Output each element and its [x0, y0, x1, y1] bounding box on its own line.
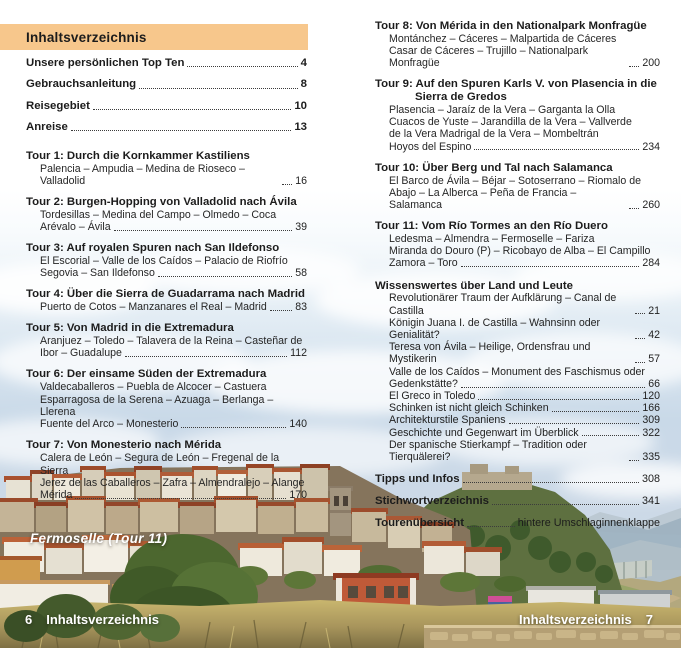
route-line: [26, 267, 307, 279]
route-text: Palencia – Ampudia – Medina de Rioseco – Valladolid: [40, 162, 245, 187]
dot-leader: [282, 184, 292, 185]
page-number: 341: [641, 494, 660, 507]
toc-entry-tour-1: [26, 150, 307, 188]
route-text: Zamora – Toro: [389, 257, 458, 270]
tour-title: Tour 10: Über Berg und Tal nach Salamanca: [375, 161, 613, 174]
entry-label: Reisegebiet: [26, 99, 90, 112]
footer-left: [25, 612, 159, 627]
entry-label: Königin Juana I. de Castilla – Wahnsinn oder Genialität?: [389, 316, 601, 342]
dot-leader: [492, 504, 639, 505]
toc-entry-top-ten: [26, 57, 307, 70]
dot-leader: [474, 149, 639, 150]
dot-leader: [635, 362, 645, 363]
footer-right: [519, 612, 653, 627]
route-line: [26, 301, 307, 313]
page-number: 120: [642, 390, 660, 403]
toc-entry-tour-4: [26, 288, 307, 313]
route-line: [26, 221, 307, 233]
tour-title: Tour 7: Von Monesterio nach Mérida: [26, 439, 222, 452]
page-number: 8: [300, 78, 307, 91]
entry-label: Schinken ist nicht gleich Schinken: [389, 402, 549, 415]
tour-title: Tour 1: Durch die Kornkammer Kastiliens: [26, 149, 250, 162]
dot-leader: [478, 399, 639, 400]
entry-label: Architekturstile Spaniens: [389, 414, 506, 427]
section-heading-wissenswertes: Wissenswertes über Land und Leute: [375, 279, 574, 292]
dot-leader: [461, 387, 645, 388]
toc-entry-knowledge: [375, 402, 660, 414]
tour-title: Tour 11: Vom Río Tormes an den Río Duero: [375, 220, 608, 233]
route-text: Casar de Cáceres – Trujillo – Nationalpark Monfragüe: [389, 45, 589, 70]
dot-leader: [181, 427, 286, 428]
toc-entry-knowledge: [375, 341, 660, 365]
toc-entry-knowledge: [375, 378, 660, 390]
entry-label: Gebrauchsanleitung: [26, 78, 137, 91]
toc-entry-tour-6: [26, 368, 307, 430]
route-text: Puerto de Cotos – Manzanares el Real – Madrid: [40, 301, 267, 314]
toc-entry-knowledge: [375, 317, 660, 341]
dot-leader: [461, 266, 640, 267]
route-line: Aranjuez – Toledo – Talavera de la Reina – Casteñar de: [40, 334, 303, 347]
tour-title: Tour 3: Auf royalen Spuren nach San Ildefonso: [26, 242, 280, 255]
page-number: 166: [642, 402, 660, 415]
entry-label: Tourenübersicht: [375, 516, 465, 529]
footer-label: Inhaltsverzeichnis: [46, 612, 159, 627]
page-number: 66: [648, 377, 660, 390]
route-text: Segovia – San Ildefonso: [40, 267, 155, 280]
entry-label: Anreise: [26, 121, 68, 134]
page-number: 21: [648, 304, 660, 317]
route-line: Valdecaballeros – Puebla de Alcocer – Castuera: [40, 381, 267, 394]
entry-label: El Greco in Toledo: [389, 390, 476, 403]
dot-leader: [467, 526, 515, 527]
page-number: 335: [642, 451, 660, 464]
route-line: [375, 257, 660, 269]
route-line: Plasencia – Jaraíz de la Vera – Garganta la Olla: [389, 104, 616, 116]
toc-entry-tour-10: [375, 162, 660, 211]
dot-leader: [75, 498, 286, 499]
toc-entry-tourenuebersicht: [375, 517, 660, 530]
page-number: 39: [295, 221, 307, 234]
toc-entry-knowledge: [375, 390, 660, 402]
toc-entry-tour-11: [375, 220, 660, 269]
toc-left-column: [26, 57, 307, 502]
entry-label: Der spanische Stierkampf – Tradition oder Tierquälerei?: [389, 438, 587, 464]
route-line: Miranda do Douro (P) – Ricobayo de Alba – El Campillo: [389, 245, 651, 258]
route-line: El Escorial – Valle de los Caídos – Palacio de Riofrío: [40, 254, 288, 267]
dot-leader: [114, 230, 293, 231]
route-line: Montánchez – Cáceres – Malpartida de Cáceres: [389, 32, 617, 45]
route-text: Arévalo – Ávila: [40, 221, 111, 234]
dot-leader: [629, 460, 639, 461]
toc-entry-tour-5: [26, 322, 307, 360]
dot-leader: [463, 482, 639, 483]
page-number: 260: [642, 199, 660, 212]
route-line: de la Vera Madrigal de la Vera – Mombeltrán: [389, 128, 599, 141]
dot-leader: [629, 208, 639, 209]
toc-entry-knowledge: [375, 292, 660, 316]
route-line: El Barco de Ávila – Béjar – Sotoserrano – Riomalo de: [389, 174, 642, 187]
dot-leader: [93, 109, 291, 110]
page-number: 140: [289, 418, 307, 431]
footer-page-number: 6: [25, 612, 33, 627]
toc-entry-knowledge-wrap-line: Valle de los Caídos – Monument des Faschismus oder: [389, 365, 645, 378]
toc-entry-reisegebiet: [26, 100, 307, 113]
route-line: [26, 163, 307, 188]
dot-leader: [509, 423, 640, 424]
page-number: 322: [642, 426, 660, 439]
toc-entry-knowledge: [375, 414, 660, 426]
route-line: Jerez de las Caballeros – Zafra – Almendralejo – Alange: [40, 477, 305, 489]
route-line: Tordesillas – Medina del Campo – Olmedo – Coca: [40, 208, 277, 221]
page-number: 112: [290, 347, 307, 360]
tour-title: Tour 4: Über die Sierra de Guadarrama nach Madrid: [26, 288, 305, 301]
dot-leader: [635, 338, 645, 339]
footer-page-number: 7: [645, 612, 653, 627]
dot-leader: [629, 66, 639, 67]
page-number: 42: [648, 329, 660, 342]
header-bar: [0, 24, 308, 50]
route-line: [26, 347, 307, 359]
entry-label: Teresa von Ávila – Heilige, Ordensfrau und Mystikerin: [389, 341, 591, 366]
page-number: 200: [642, 57, 660, 70]
toc-entry-knowledge: [375, 427, 660, 439]
entry-label: Stichwortverzeichnis: [375, 494, 489, 507]
dot-leader: [71, 130, 292, 131]
dot-leader: [270, 310, 292, 311]
route-line: Ledesma – Almendra – Fermoselle – Fariza: [389, 233, 595, 246]
route-line: [375, 45, 660, 69]
route-text: Abajo – La Alberca – Peña de Francia – Salamanca: [389, 186, 577, 212]
dot-leader: [158, 276, 292, 277]
dot-leader: [635, 313, 645, 314]
entry-label: Gedenkstätte?: [389, 377, 458, 390]
toc-entry-tour-2: [26, 196, 307, 234]
toc-right-column: [375, 20, 660, 530]
dot-leader: [552, 411, 640, 412]
page-number: hintere Umschlaginnenklappe: [517, 516, 660, 529]
page-number: 234: [642, 140, 660, 153]
route-text: Fuente del Arco – Monesterio: [40, 418, 179, 431]
page-number: 4: [300, 57, 307, 69]
entry-label: Geschichte und Gegenwart im Überblick: [389, 426, 579, 439]
entry-label: Tipps und Infos: [375, 472, 460, 485]
route-line: [375, 141, 660, 153]
tour-title: Tour 8: Von Mérida in den Nationalpark Monfragüe: [375, 20, 647, 32]
route-line: [26, 418, 307, 430]
page-title: Inhaltsverzeichnis: [26, 29, 147, 45]
page-number: 308: [641, 472, 660, 485]
page-number: 284: [642, 257, 660, 270]
toc-entry-tipps: [375, 473, 660, 486]
page-number: 170: [289, 489, 307, 502]
page-number: 83: [295, 301, 307, 314]
route-line: [375, 187, 660, 211]
entry-label: Revolutionärer Traum der Aufklärung – Canal de Castilla: [389, 292, 617, 317]
tour-title: Tour 6: Der einsame Süden der Extremadura: [26, 368, 267, 381]
toc-entry-tour-8: [375, 20, 660, 69]
route-text: Ibor – Guadalupe: [40, 347, 122, 360]
page-number: 16: [295, 174, 307, 187]
tour-title: Tour 9: Auf den Spuren Karls V. von Plasencia in die: [375, 78, 657, 91]
route-line: Esparragosa de la Serena – Azuaga – Berlanga – Llerena: [40, 393, 274, 418]
route-text: Hoyos del Espino: [389, 140, 472, 153]
page-number: 13: [294, 121, 307, 134]
dot-leader: [582, 435, 640, 436]
dot-leader: [139, 88, 298, 89]
route-line: Cuacos de Yuste – Jarandilla de la Vera – Vallverde: [389, 116, 632, 129]
toc-entry-tour-3: [26, 242, 307, 280]
toc-entry-stichwortverzeichnis: [375, 495, 660, 508]
photo-caption: Fermoselle (Tour 11): [30, 531, 168, 546]
toc-entry-anreise: [26, 121, 307, 134]
page-number: 309: [642, 414, 660, 427]
footer-label: Inhaltsverzeichnis: [519, 612, 632, 627]
page-number: 58: [295, 267, 307, 280]
page-number: 10: [294, 99, 307, 112]
dot-leader: [125, 356, 287, 357]
page-number: 57: [648, 353, 660, 366]
route-text: Mérida: [40, 489, 73, 502]
toc-entry-tour-9: [375, 78, 660, 152]
tour-title: Tour 5: Von Madrid in die Extremadura: [26, 322, 234, 335]
toc-entry-knowledge: [375, 439, 660, 463]
toc-entry-gebrauchsanleitung: [26, 78, 307, 91]
route-line: Calera de León – Segura de León – Fregenal de la Sierra: [40, 452, 280, 477]
tour-title: Tour 2: Burgen-Hopping von Valladolid nach Ávila: [26, 195, 297, 208]
entry-label: Unsere persönlichen Top Ten: [26, 57, 185, 69]
dot-leader: [187, 66, 297, 67]
tour-title-line-2: Sierra de Gredos: [415, 91, 507, 104]
toc-entry-tour-7: [26, 439, 307, 501]
route-line: [26, 489, 307, 501]
